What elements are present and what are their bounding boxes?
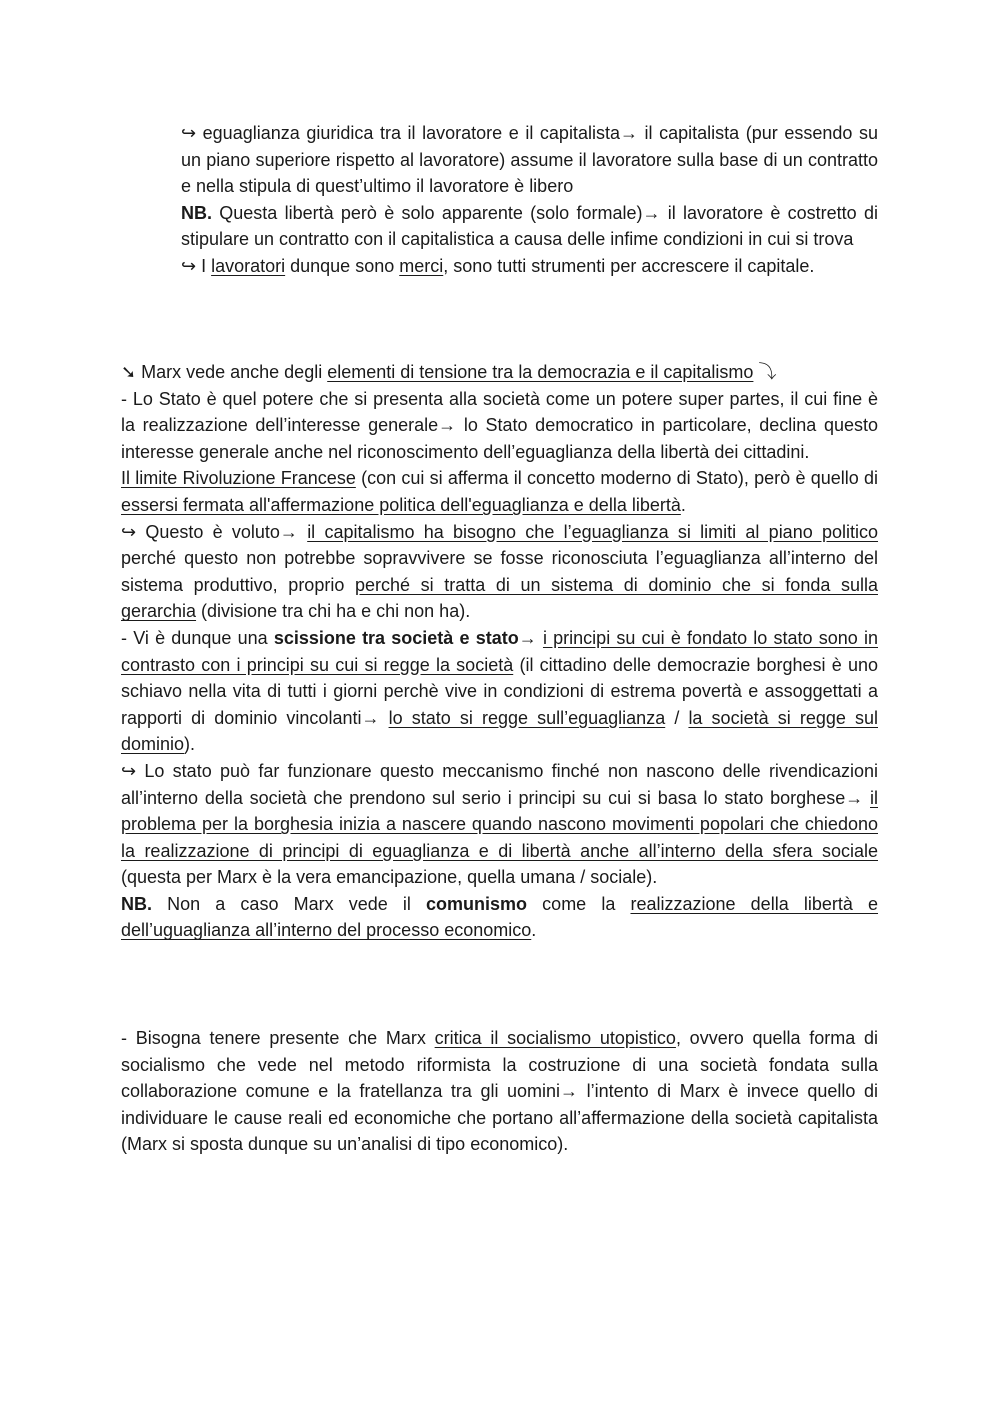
paragraph-workers-goods: ↪ I lavoratori dunque sono merci, sono tutti strumenti per accrescere il capitale. xyxy=(181,255,815,276)
nb-label: NB. xyxy=(121,893,152,914)
section-heading: ➘ Marx vede anche degli elementi di tensione tra la democrazia e il capitalismo ⤵ xyxy=(121,362,777,382)
paragraph-scission: - Vi è dunque una scissione tra società e stato→ i principi su cui è fondato lo stato sono in contrasto con i principi su cui si regge la società (il cittadino delle democrazie borghesi è uno schiavo nella vita di tutti i giorni perchè vive in condizioni di estrema povertà e assoggettati a rapporti di dominio vincolanti→ lo stato si regge sull’eguaglianza / la società si regge sul dominio). xyxy=(121,627,878,755)
paragraph-utopian-socialism: - Bisogna tenere presente che Marx critica il socialismo utopistico, ovvero quella forma di socialismo che vede nel metodo riformista la costruzione di una società fondata sulla collaborazione comune e la fratellanza tra gli uomini→ l’intento di Marx è invece quello di individuare le cause reali ed economiche che portano all’affermazione della società capitalista (Marx si sposta dunque su un’analisi di tipo economico). xyxy=(121,1028,879,1155)
paragraph-capitalism-need: ↪ Questo è voluto→ il capitalismo ha bisogno che l’eguaglianza si limiti al piano politico perché questo non potrebbe sopravvivere se fosse riconosciuta l’eguaglianza all’interno del sistema produttivo, proprio perché si tratta di un sistema di dominio che si fonda sulla gerarchia (divisione tra chi ha e chi non ha). xyxy=(121,521,879,622)
indented-notes-block xyxy=(181,120,878,280)
utopian-socialism-section xyxy=(121,1025,878,1158)
tension-section xyxy=(121,359,878,944)
paragraph-state-mechanism: ↪ Lo stato può far funzionare questo meccanismo finché non nascono delle rivendicazioni all’interno della società che prendono sul serio i principi su cui si basa lo stato borghese→ il problema per la borghesia inizia a nascere quando nascono movimenti popolari che chiedono la realizzazione di principi di eguaglianza e di libertà anche all’interno della sfera sociale (questa per Marx è la vera emancipazione, quella umana / sociale). xyxy=(121,760,878,888)
nb-label: NB. xyxy=(181,202,212,223)
paragraph-legal-equality: ↪ eguaglianza giuridica tra il lavoratore e il capitalista→ il capitalista (pur essendo su un piano superiore rispetto al lavoratore) assume il lavoratore sulla base di un contratto e nella stipula di quest’ultimo il lavoratore è libero xyxy=(181,123,878,197)
paragraph-nb-communism: NB. Non a caso Marx vede il comunismo come la realizzazione della libertà e dell’uguaglianza all’interno del processo economico. xyxy=(121,893,879,941)
paragraph-state: - Lo Stato è quel potere che si presenta alla società come un potere super partes, il cui fine è la realizzazione dell’interesse generale→ lo Stato democratico in particolare, declina questo interesse generale anche nel riconoscimento dell’eguaglianza della libertà dei cittadini. xyxy=(121,388,878,462)
paragraph-nb-freedom: NB. Questa libertà però è solo apparente (solo formale)→ il lavoratore è costretto di stipulare un contratto con il capitalistica a causa delle infime condizioni in cui si trova xyxy=(181,202,878,250)
arrow-curve-down-icon: ⤵ xyxy=(753,362,777,382)
arrow-down-right-icon: ➘ xyxy=(121,362,137,382)
paragraph-french-revolution: Il limite Rivoluzione Francese (con cui si afferma il concetto moderno di Stato), però è quello di essersi fermata all'affermazione politica dell'eguaglianza e della libertà. xyxy=(121,468,878,515)
